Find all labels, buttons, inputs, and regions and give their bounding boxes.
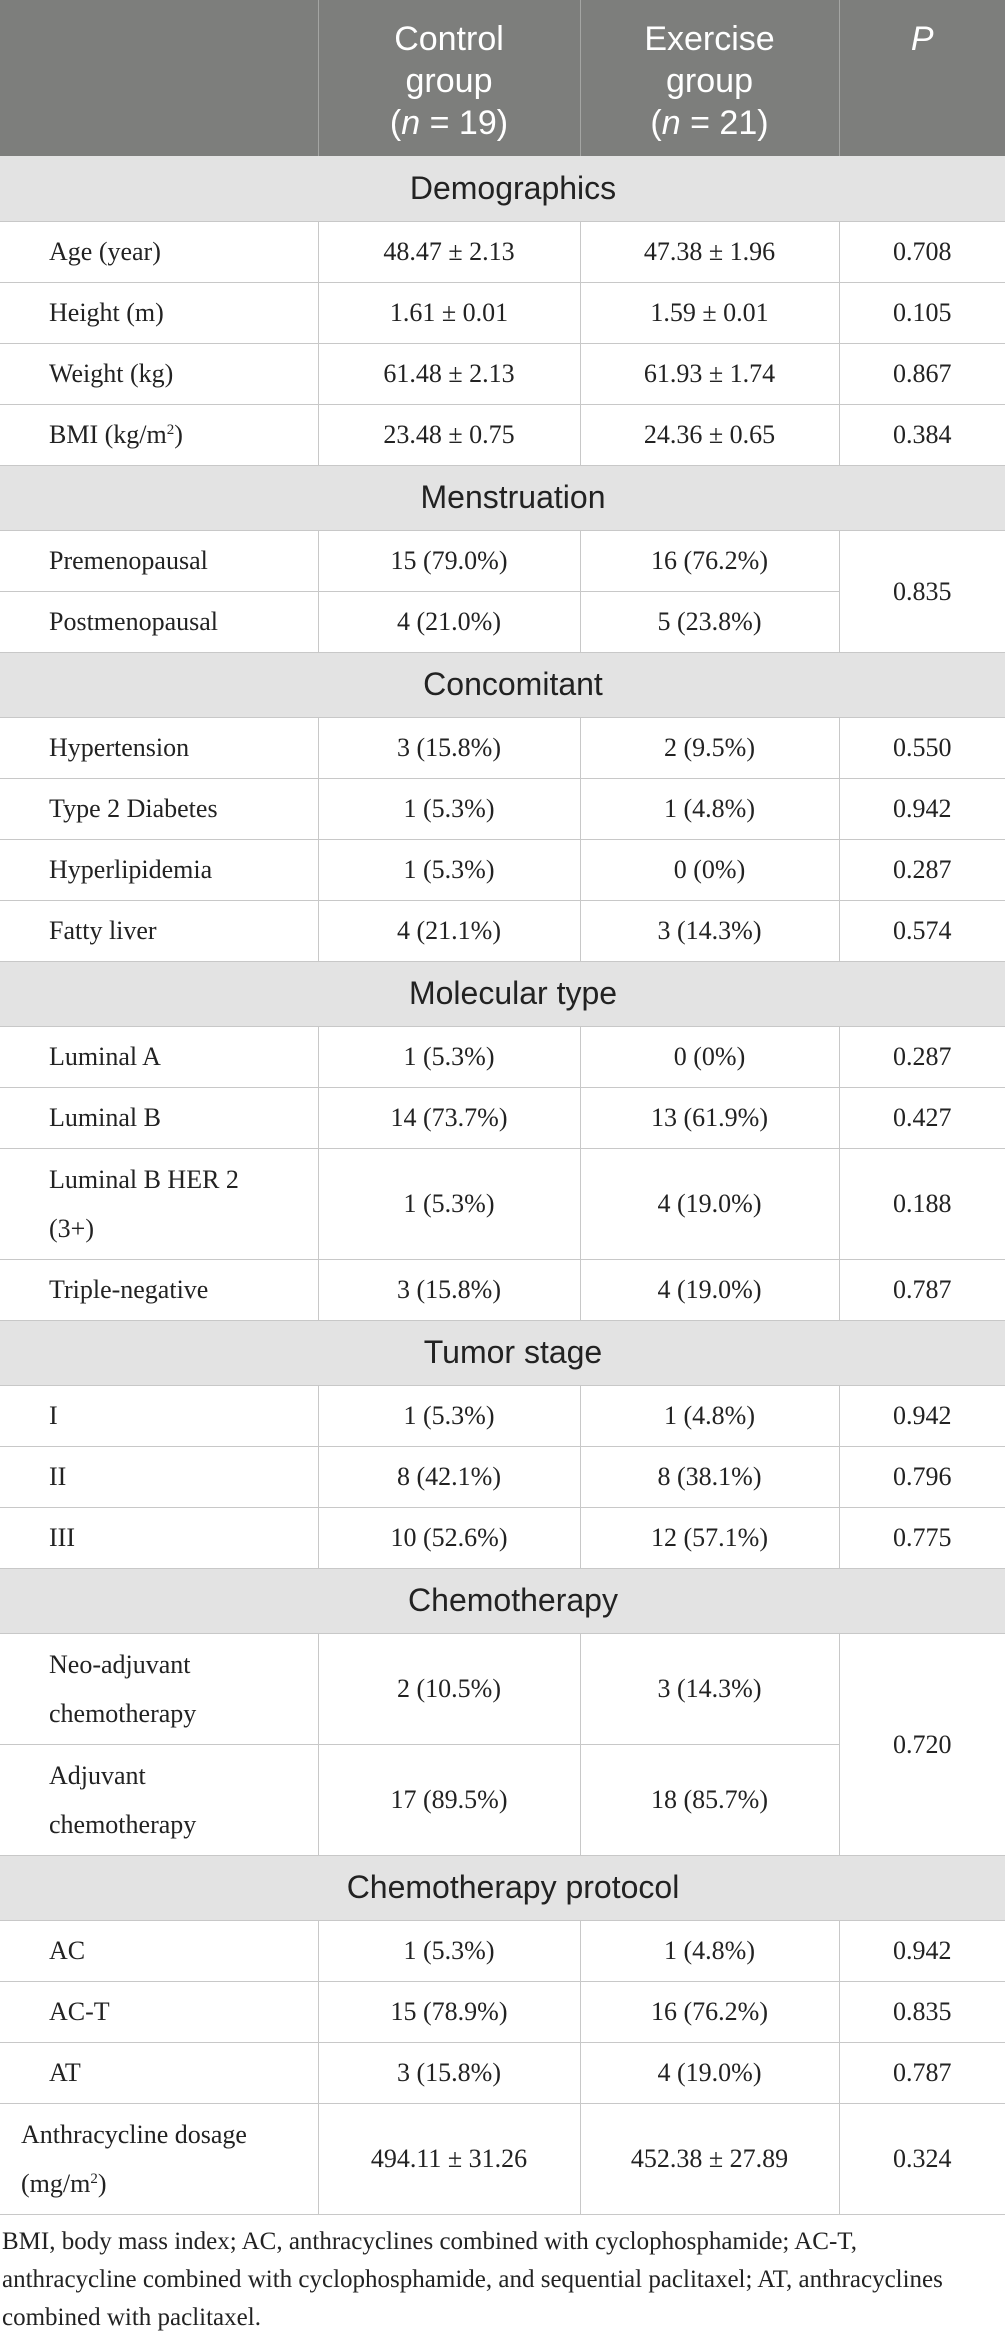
section-concomitant xyxy=(0,652,1005,717)
table-cell: 452.38 ± 27.89 xyxy=(580,2103,839,2214)
adjuvant-label: Adjuvant chemotherapy xyxy=(0,1744,318,1855)
table-cell: 1 (4.8%) xyxy=(580,1385,839,1446)
table-cell: 1 (5.3%) xyxy=(318,1385,580,1446)
table-cell: 16 (76.2%) xyxy=(580,1981,839,2042)
table-cell: 0.384 xyxy=(839,404,1005,465)
table-cell: 0.574 xyxy=(839,900,1005,961)
table-row xyxy=(0,1026,1005,1087)
table-cell: AC xyxy=(0,1920,318,1981)
table-cell: 0 (0%) xyxy=(580,1026,839,1087)
header-control-group: Control group (n = 19) xyxy=(318,0,580,156)
table-cell: 1 (5.3%) xyxy=(318,778,580,839)
table-cell: 1 (4.8%) xyxy=(580,1920,839,1981)
table-cell: Postmenopausal xyxy=(0,591,318,652)
table-cell: 3 (15.8%) xyxy=(318,1259,580,1320)
table-cell: III xyxy=(0,1507,318,1568)
table-cell: 8 (38.1%) xyxy=(580,1446,839,1507)
table-cell: Concomitant xyxy=(0,652,1005,717)
table-footnote: BMI, body mass index; AC, anthracyclines combined with cyclophosphamide; AC-T, anthracycline combined with cyclophosphamide, and sequential paclitaxel; AT, anthracyclines combined with paclitaxel. xyxy=(2,2227,943,2331)
table-row xyxy=(0,1259,1005,1320)
table-row xyxy=(0,778,1005,839)
section-molecular-type xyxy=(0,961,1005,1026)
table-row xyxy=(0,221,1005,282)
table-cell: I xyxy=(0,1385,318,1446)
table-row xyxy=(0,900,1005,961)
table-cell: 0.867 xyxy=(839,343,1005,404)
section-menstruation xyxy=(0,465,1005,530)
table-row xyxy=(0,1385,1005,1446)
section-chemotherapy-protocol xyxy=(0,1855,1005,1920)
table-cell: Hypertension xyxy=(0,717,318,778)
table-cell: 494.11 ± 31.26 xyxy=(318,2103,580,2214)
table-cell: 0.550 xyxy=(839,717,1005,778)
table-cell: Demographics xyxy=(0,156,1005,221)
luminal-b-her2-label: Luminal B HER 2 (3+) xyxy=(0,1148,318,1259)
table-cell: 17 (89.5%) xyxy=(318,1744,580,1855)
table-cell: 0.287 xyxy=(839,1026,1005,1087)
header-row xyxy=(0,0,1005,156)
table-cell: 4 (21.0%) xyxy=(318,591,580,652)
table-cell: 1 (5.3%) xyxy=(318,1920,580,1981)
table-cell: 4 (19.0%) xyxy=(580,1148,839,1259)
table-cell: 4 (19.0%) xyxy=(580,1259,839,1320)
table-cell: Chemotherapy protocol xyxy=(0,1855,1005,1920)
neo-adjuvant-label: Neo-adjuvant chemotherapy xyxy=(0,1633,318,1744)
section-demographics xyxy=(0,156,1005,221)
table-cell: 0.787 xyxy=(839,2042,1005,2103)
table-cell: 4 (19.0%) xyxy=(580,2042,839,2103)
table-cell: Type 2 Diabetes xyxy=(0,778,318,839)
anthracycline-dosage-label: Anthracycline dosage $(mg/m^2)$ xyxy=(0,2103,318,2214)
table-cell: Weight (kg) xyxy=(0,343,318,404)
table-cell: 1 (5.3%) xyxy=(318,839,580,900)
table-cell: 14 (73.7%) xyxy=(318,1087,580,1148)
table-row xyxy=(0,1087,1005,1148)
table-cell: 2 (10.5%) xyxy=(318,1633,580,1744)
table-cell: 1 (5.3%) xyxy=(318,1148,580,1259)
table-cell: 0.287 xyxy=(839,839,1005,900)
section-chemotherapy xyxy=(0,1568,1005,1633)
table-cell: 47.38 ± 1.96 xyxy=(580,221,839,282)
table-cell: 3 (15.8%) xyxy=(318,2042,580,2103)
table-cell: 15 (78.9%) xyxy=(318,1981,580,2042)
table-row xyxy=(0,1981,1005,2042)
menstruation-p-value: 0.835 xyxy=(839,530,1005,652)
table-row xyxy=(0,1148,1005,1259)
table-cell: 2 (9.5%) xyxy=(580,717,839,778)
table-row xyxy=(0,717,1005,778)
table-cell: 0.105 xyxy=(839,282,1005,343)
bmi-label: BMI $(kg/m^2)$ xyxy=(0,404,318,465)
table-cell: 0.775 xyxy=(839,1507,1005,1568)
table-cell: 23.48 ± 0.75 xyxy=(318,404,580,465)
table-cell: Molecular type xyxy=(0,961,1005,1026)
table-cell: 48.47 ± 2.13 xyxy=(318,221,580,282)
table-cell: Tumor stage xyxy=(0,1320,1005,1385)
table-cell: 13 (61.9%) xyxy=(580,1087,839,1148)
table-cell: 0.942 xyxy=(839,1920,1005,1981)
header-exercise-group: Exercise group (n = 21) xyxy=(580,0,839,156)
table-cell: 0.188 xyxy=(839,1148,1005,1259)
table-cell: Hyperlipidemia xyxy=(0,839,318,900)
table-cell: Fatty liver xyxy=(0,900,318,961)
table-cell: AT xyxy=(0,2042,318,2103)
header-empty xyxy=(0,0,318,156)
section-tumor-stage xyxy=(0,1320,1005,1385)
table-cell: 1 (5.3%) xyxy=(318,1026,580,1087)
table-cell: II xyxy=(0,1446,318,1507)
table-cell: 15 (79.0%) xyxy=(318,530,580,591)
table-cell: 61.93 ± 1.74 xyxy=(580,343,839,404)
table-cell: Menstruation xyxy=(0,465,1005,530)
table-cell: 1.61 ± 0.01 xyxy=(318,282,580,343)
table-cell: Height (m) xyxy=(0,282,318,343)
table-cell: 3 (14.3%) xyxy=(580,900,839,961)
table-cell: 8 (42.1%) xyxy=(318,1446,580,1507)
table-cell: Luminal A xyxy=(0,1026,318,1087)
header-p-value: P xyxy=(839,0,1005,156)
table-cell: 0.787 xyxy=(839,1259,1005,1320)
table-cell: AC-T xyxy=(0,1981,318,2042)
table-cell: 5 (23.8%) xyxy=(580,591,839,652)
table-cell: Triple-negative xyxy=(0,1259,318,1320)
table-cell: 1.59 ± 0.01 xyxy=(580,282,839,343)
table-cell: 61.48 ± 2.13 xyxy=(318,343,580,404)
table-row xyxy=(0,2042,1005,2103)
chemotherapy-p-value: 0.720 xyxy=(839,1633,1005,1855)
table-cell: Luminal B xyxy=(0,1087,318,1148)
table-cell: 10 (52.6%) xyxy=(318,1507,580,1568)
table-row xyxy=(0,2103,1005,2214)
table-cell: Age (year) xyxy=(0,221,318,282)
table-cell: 0.942 xyxy=(839,1385,1005,1446)
table-cell: 0 (0%) xyxy=(580,839,839,900)
table-row xyxy=(0,839,1005,900)
table-cell: 0.324 xyxy=(839,2103,1005,2214)
table-cell: Chemotherapy xyxy=(0,1568,1005,1633)
table-cell: 18 (85.7%) xyxy=(580,1744,839,1855)
table-row xyxy=(0,530,1005,591)
table-cell: 0.835 xyxy=(839,1981,1005,2042)
table-cell: 3 (14.3%) xyxy=(580,1633,839,1744)
table-cell: 0.427 xyxy=(839,1087,1005,1148)
table-row xyxy=(0,404,1005,465)
table-row xyxy=(0,282,1005,343)
table-cell: 12 (57.1%) xyxy=(580,1507,839,1568)
table-cell: 1 (4.8%) xyxy=(580,778,839,839)
exercise-n: (n = 21) xyxy=(650,104,769,142)
table-cell: 0.942 xyxy=(839,778,1005,839)
table-cell: Premenopausal xyxy=(0,530,318,591)
table-row xyxy=(0,1920,1005,1981)
table-cell: 24.36 ± 0.65 xyxy=(580,404,839,465)
table-cell: 0.796 xyxy=(839,1446,1005,1507)
table-cell: 4 (21.1%) xyxy=(318,900,580,961)
table-row xyxy=(0,1633,1005,1744)
table-row xyxy=(0,343,1005,404)
table-cell: 16 (76.2%) xyxy=(580,530,839,591)
table-cell: 0.708 xyxy=(839,221,1005,282)
control-n: (n = 19) xyxy=(389,104,509,142)
table-row xyxy=(0,1446,1005,1507)
table-cell: 3 (15.8%) xyxy=(318,717,580,778)
table-row xyxy=(0,1507,1005,1568)
